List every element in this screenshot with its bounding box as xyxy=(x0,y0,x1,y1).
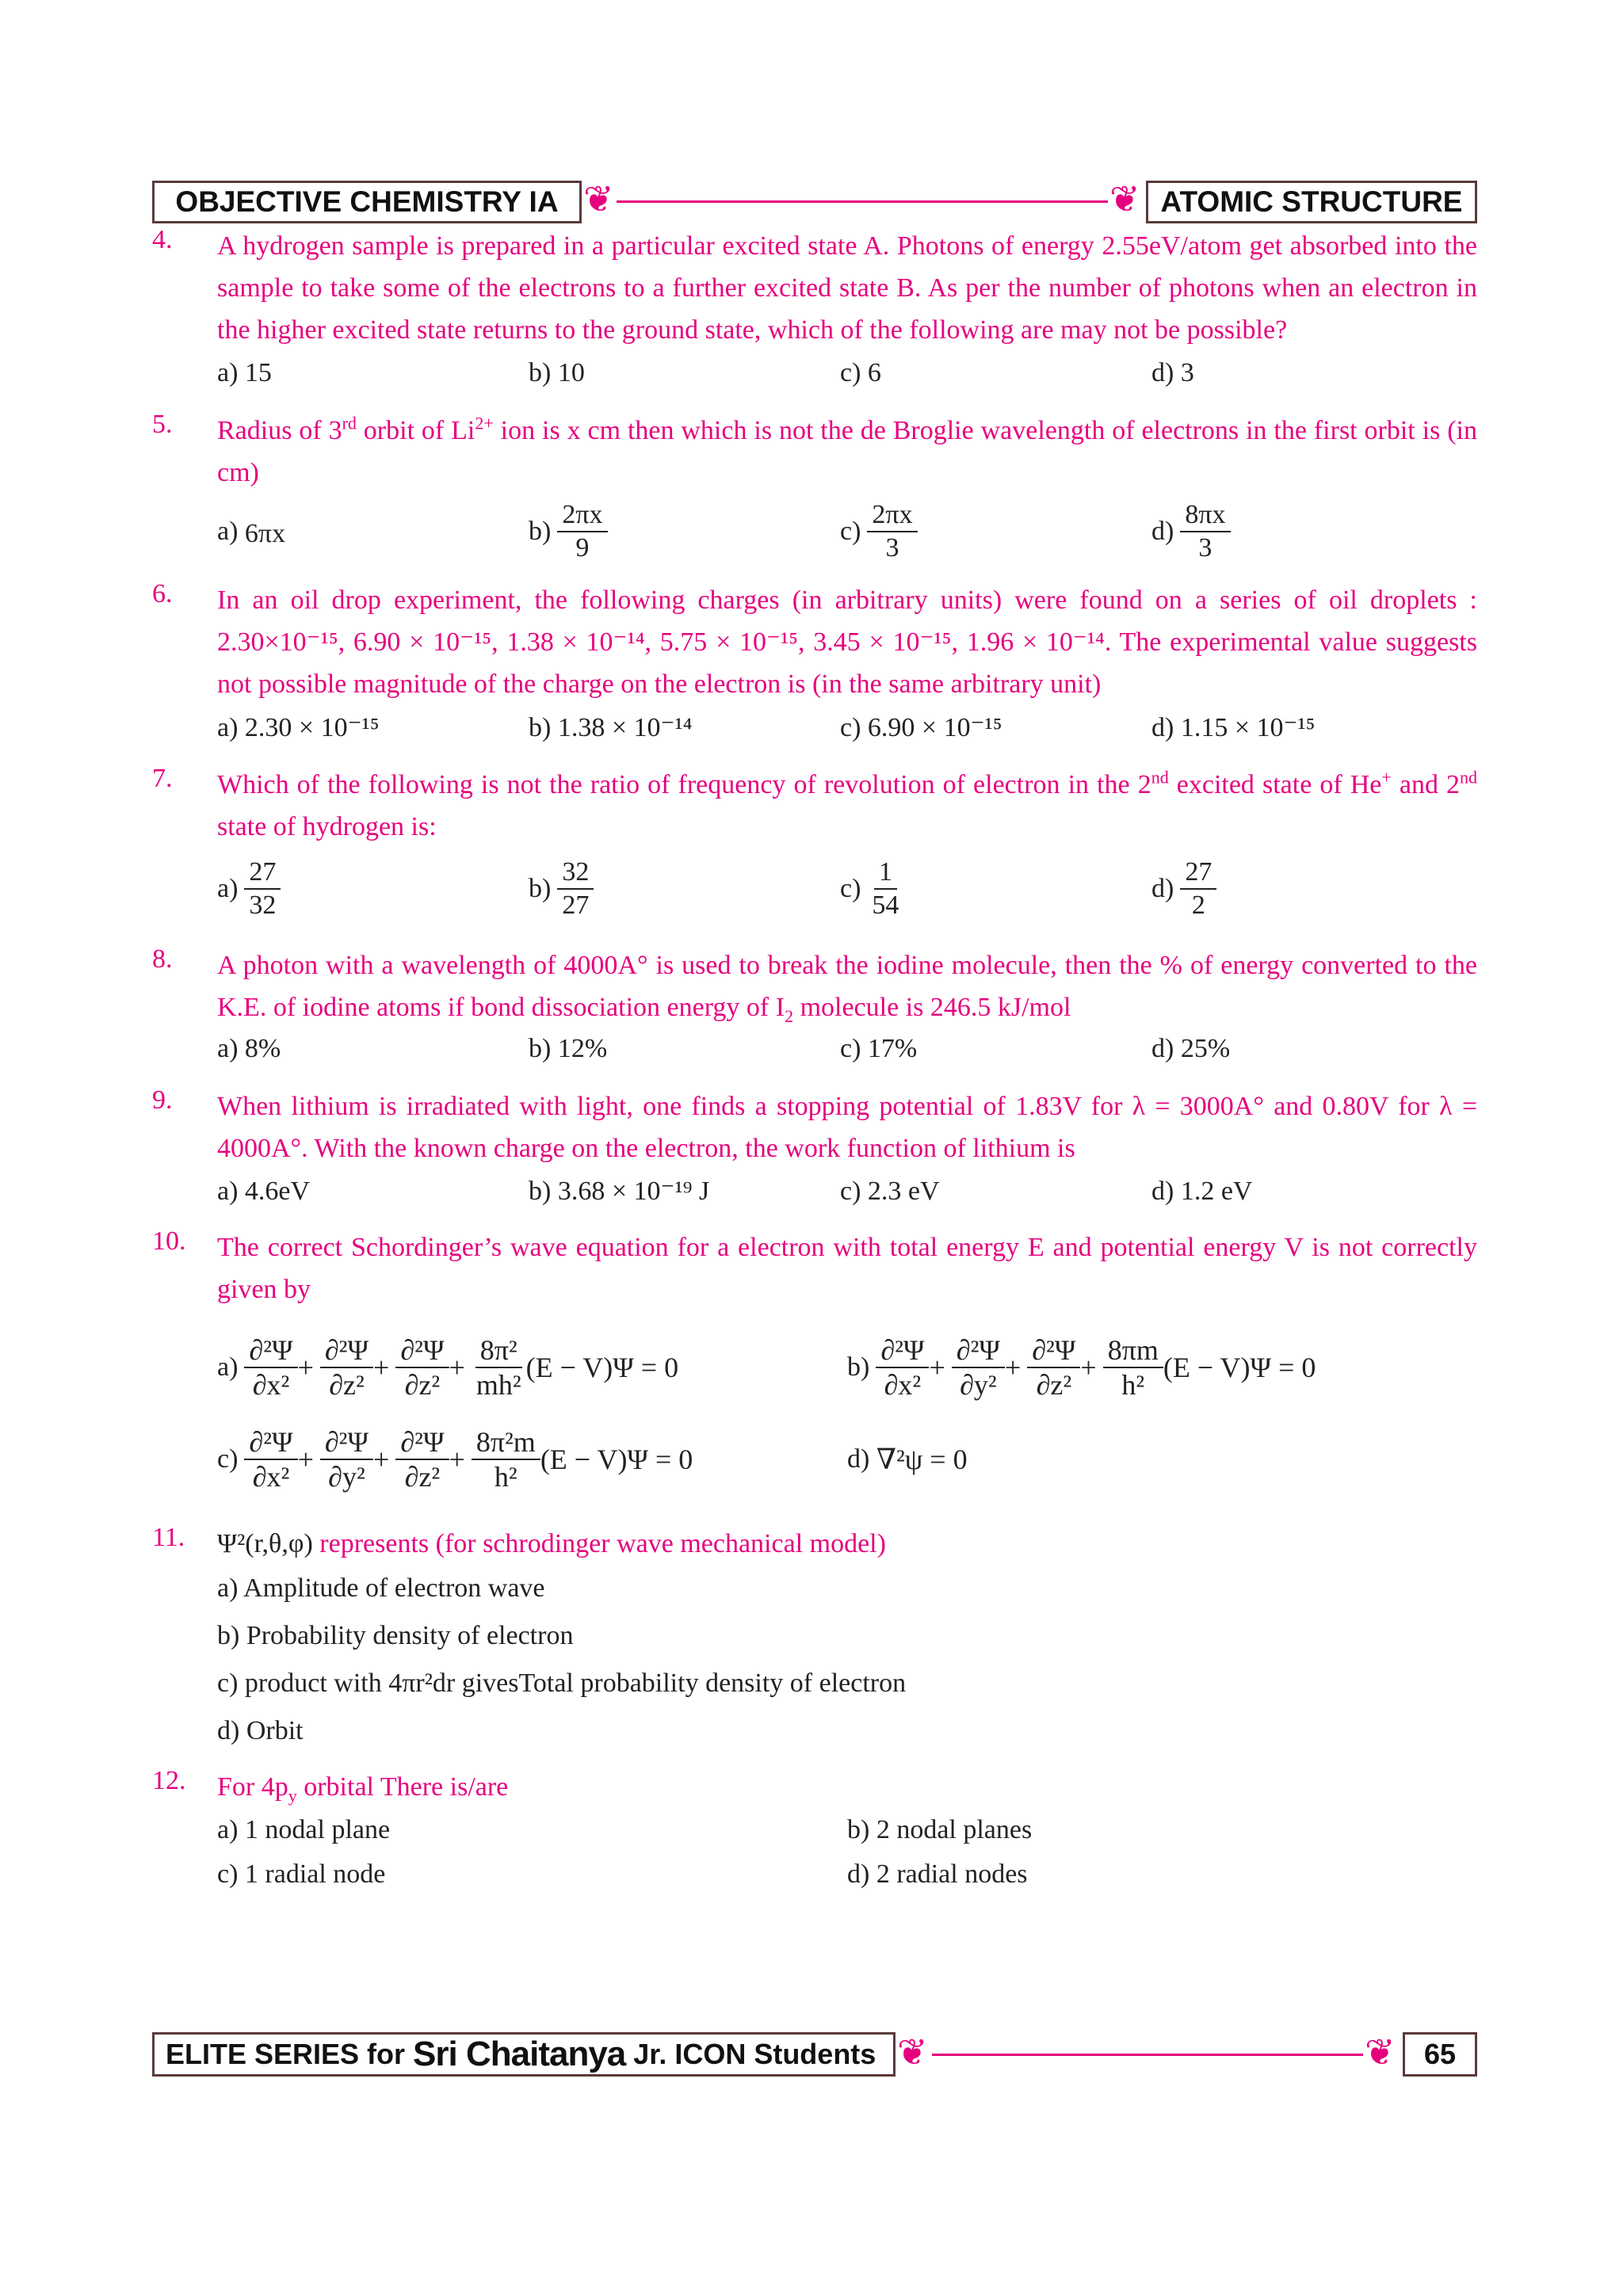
question-4 xyxy=(152,225,1477,394)
option-a: a) $\frac{\text{∂²Ψ}}{\text{∂x²}}$ + $\frac{\text{∂²Ψ}}{\text{∂z²}}$ + $\frac{\text{∂²Ψ}}{\text{∂z²}}$ + $\frac{\text{8π²}}{\text{mh²}}$ (E − V)Ψ = 0 xyxy=(217,1334,679,1401)
footer-brand: Sri Chaitanya xyxy=(413,2035,626,2073)
option-c: c) 2.3 eV xyxy=(840,1177,940,1206)
question-number: 6. xyxy=(152,579,173,608)
question-8 xyxy=(152,944,1477,1070)
options xyxy=(217,494,1477,570)
footer-suffix: Jr. ICON Students xyxy=(625,2038,876,2070)
option-d: d) 1.15 × 10⁻¹⁵ xyxy=(1151,713,1316,742)
question-12 xyxy=(152,1766,1477,1897)
footer-rule xyxy=(932,2054,1363,2056)
question-text: In an oil drop experiment, the following charges (in arbitrary units) were found on a series of oil droplets : 2.30×10⁻¹⁵, 6.90 × 10⁻¹⁵, 1.38 × 10⁻¹⁴, 5.75 × 10⁻¹⁵, 3.45 × 10⁻¹⁵, 1.96 × 10⁻¹⁴. The experimental value suggests not possible magnitude of the charge on the electron is (in the same arbitrary unit) xyxy=(217,585,1477,699)
option-a: a) 8% xyxy=(217,1034,281,1063)
option-b: b) 1.38 × 10⁻¹⁴ xyxy=(529,713,693,742)
options xyxy=(217,1169,1477,1214)
page-number: 65 xyxy=(1423,2038,1457,2070)
ornament-icon: ❦ xyxy=(1109,179,1140,219)
question-7 xyxy=(152,764,1477,930)
footer-title-box xyxy=(152,2032,896,2077)
question-number: 7. xyxy=(152,764,173,793)
option-c: c) 17% xyxy=(840,1034,918,1063)
question-number: 4. xyxy=(152,225,173,254)
option-b: b) 10 xyxy=(529,358,585,387)
option-a: a) 2.30 × 10⁻¹⁵ xyxy=(217,713,380,742)
options-row-1 xyxy=(217,1328,1477,1407)
question-number: 9. xyxy=(152,1085,173,1115)
header-left-title: OBJECTIVE CHEMISTRY IA xyxy=(175,185,559,218)
header-left-title-box xyxy=(152,181,582,223)
question-number: 10. xyxy=(152,1226,186,1256)
option-b: b) $\frac{2\pi x}{9}$ xyxy=(529,494,840,570)
options-row-2 xyxy=(217,1852,1477,1897)
option-b: b) 3.68 × 10⁻¹⁹ J xyxy=(529,1177,710,1206)
header-right-title-box xyxy=(1146,181,1477,223)
option-d: d) ∇²ψ = 0 xyxy=(847,1444,968,1475)
option-d: d) 1.2 eV xyxy=(1151,1177,1253,1206)
question-list xyxy=(152,225,1477,1897)
question-text: For $4p_y$ orbital There is/are xyxy=(217,1772,509,1806)
option-d: d) $\frac{27}{2}$ xyxy=(1151,848,1463,930)
option-c: c) 6 xyxy=(840,358,881,387)
question-11 xyxy=(152,1523,1477,1755)
option-c: c) product with 4πr²dr givesTotal probability density of electron xyxy=(217,1669,907,1698)
option-a: a) 15 xyxy=(217,358,272,387)
options xyxy=(217,1028,1477,1070)
question-text: A photon with a wavelength of 4000A° is used to break the iodine molecule, then the % of energy converted to the K.E. of iodine atoms if bond dissociation energy of $I_2$ molecule is 246.5 kJ/mol xyxy=(217,951,1477,1026)
option-c: c) $\frac{\text{∂²Ψ}}{\text{∂x²}}$ + $\frac{\text{∂²Ψ}}{\text{∂y²}}$ + $\frac{\text{∂²Ψ}}{\text{∂z²}}$ + $\frac{\text{8π²m}}{\text{h²}}$ (E − V)Ψ = 0 xyxy=(217,1426,693,1493)
option-a: a) 6πx xyxy=(217,517,286,548)
header-rule xyxy=(617,200,1108,203)
question-text: When lithium is irradiated with light, one finds a stopping potential of 1.83V for λ = 3000A° and 0.80V for λ = 4000A°. With the known charge on the electron, the work function of lithium is xyxy=(217,1092,1477,1163)
option-b: b) $\frac{\text{∂²Ψ}}{\text{∂x²}}$ + $\frac{\text{∂²Ψ}}{\text{∂y²}}$ + $\frac{\text{∂²Ψ}}{\text{∂z²}}$ + $\frac{8\pi m}{\text{h²}}$ (E − V)Ψ = 0 xyxy=(847,1334,1316,1401)
question-6 xyxy=(152,579,1477,751)
question-number: 5. xyxy=(152,410,173,439)
question-number: 11. xyxy=(152,1523,185,1552)
option-d: d) Orbit xyxy=(217,1716,304,1745)
header-right-title: ATOMIC STRUCTURE xyxy=(1160,185,1463,218)
question-text: Radius of 3rd orbit of $Li^{2+}$ ion is x cm then which is not the de Broglie wavelength of electrons in the first orbit is (in cm) xyxy=(217,413,1477,487)
page-number-box xyxy=(1403,2032,1477,2077)
option-a: a) Amplitude of electron wave xyxy=(217,1573,545,1603)
question-10 xyxy=(152,1226,1477,1499)
question-number: 12. xyxy=(152,1766,186,1795)
option-b: b) 12% xyxy=(529,1034,608,1063)
question-text: A hydrogen sample is prepared in a particular excited state A. Photons of energy 2.55eV/atom get absorbed into the sample to take some of the electrons to a further excited state B. As per the number of photons when an electron in the higher excited state returns to the ground state, which of the following are may not be possible? xyxy=(217,231,1477,345)
option-d: d) 2 radial nodes xyxy=(847,1859,1028,1889)
question-text: Ψ²(r,θ,φ) represents (for schrodinger wave mechanical model) xyxy=(217,1529,886,1558)
options-row-2 xyxy=(217,1420,1477,1499)
question-9 xyxy=(152,1085,1477,1214)
options xyxy=(217,353,1477,394)
option-a: a) 4.6eV xyxy=(217,1177,311,1206)
ornament-icon: ❦ xyxy=(1365,2032,1396,2073)
option-a: a) 1 nodal plane xyxy=(217,1815,391,1844)
question-text: The correct Schordinger’s wave equation for a electron with total energy E and potential energy V is not correctly given by xyxy=(217,1233,1477,1304)
options-row-1 xyxy=(217,1808,1477,1852)
footer-prefix: ELITE SERIES for xyxy=(166,2038,414,2070)
option-c: c) 1 radial node xyxy=(217,1859,386,1889)
option-c: c) 6.90 × 10⁻¹⁵ xyxy=(840,713,1002,742)
question-text: Which of the following is not the ratio of frequency of revolution of electron in the 2nd excited state of He+ and 2nd state of hydrogen is: xyxy=(217,767,1478,841)
options xyxy=(217,705,1477,751)
question-5 xyxy=(152,410,1477,570)
ornament-icon: ❦ xyxy=(583,179,614,219)
option-a: a) $\frac{27}{32}$ xyxy=(217,848,529,930)
option-d: d) 25% xyxy=(1151,1034,1231,1063)
option-b: b) $\frac{32}{27}$ xyxy=(529,848,840,930)
option-d: d) $\frac{8\pi x}{3}$ xyxy=(1151,494,1463,570)
options xyxy=(217,848,1477,930)
question-number: 8. xyxy=(152,944,173,974)
option-b: b) Probability density of electron xyxy=(217,1621,574,1650)
option-c: c) $\frac{1}{54}$ xyxy=(840,857,899,920)
option-b: b) 2 nodal planes xyxy=(847,1815,1033,1844)
option-d: d) 3 xyxy=(1151,358,1194,387)
ornament-icon: ❦ xyxy=(897,2032,928,2073)
option-c: c) $\frac{2\pi x}{3}$ xyxy=(840,494,1151,570)
